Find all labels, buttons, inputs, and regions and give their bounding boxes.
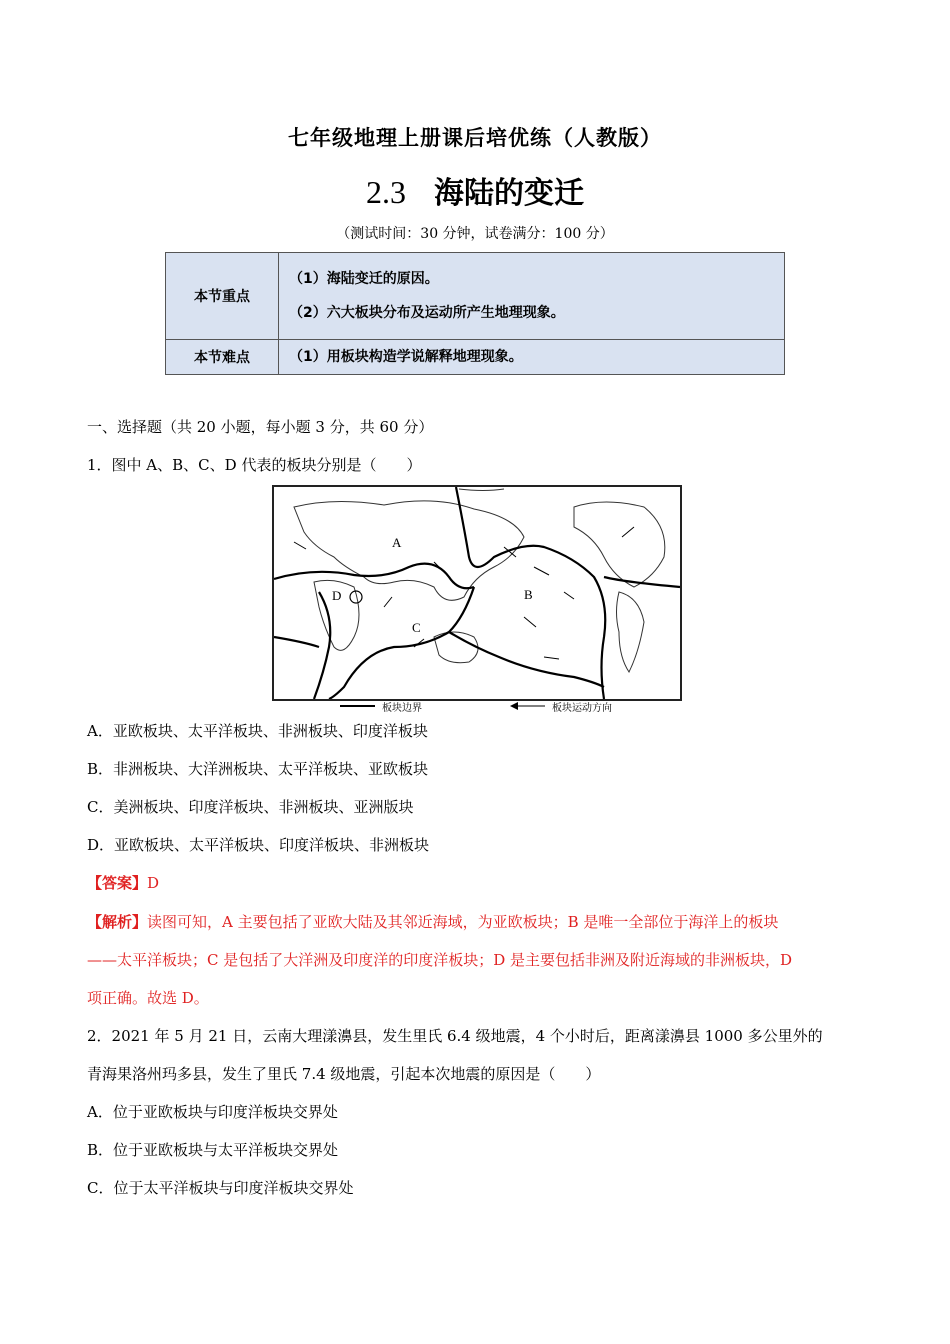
plate-label-b: B [524,587,533,602]
focus-content [279,253,785,340]
difficulty-label: 本节难点 [166,340,279,375]
difficulty-item: （1）用板块构造学说解释地理现象。 [289,349,523,365]
lesson-number: 2.3 [366,174,406,210]
focus-label: 本节重点 [166,253,279,340]
lesson-title [0,168,950,212]
key-points-table [165,252,785,375]
analysis-line-1 [87,910,867,934]
analysis-line-2: ——太平洋板块；C 是包括了大洋洲及印度洋的印度洋板块；D 是主要包括非洲及附近海域的非洲板块，D [87,951,793,969]
plate-label-d: D [332,588,342,603]
plate-map-drawing [274,487,680,699]
question-1-option-d: D．亚欧板块、太平洋板块、印度洋板块、非洲板块 [87,836,430,854]
question-2-option-b: B．位于亚欧板块与太平洋板块交界处 [87,1141,339,1159]
analysis-text: 读图可知，A 主要包括了亚欧大陆及其邻近海域，为亚欧板块；B 是唯一全部位于海洋上的板块 [147,913,779,931]
answer-label: 【答案】 [87,874,148,892]
lesson-name: 海陆的变迁 [434,176,584,211]
section-heading: 一、选择题（共 20 小题，每小题 3 分，共 60 分） [87,418,434,436]
question-2-stem-line-2: 青海果洛州玛多县，发生了里氏 7.4 级地震，引起本次地震的原因是（ ） [87,1065,601,1083]
map-legend [340,699,660,713]
question-1-option-a: A．亚欧板块、太平洋板块、非洲板块、印度洋板块 [87,722,428,740]
continent-outlines [294,489,665,672]
legend-boundary-label: 板块边界 [382,703,422,714]
movement-arrows [294,527,634,659]
question-2-option-a: A．位于亚欧板块与印度洋板块交界处 [87,1103,338,1121]
question-2-stem-line-1: 2．2021 年 5 月 21 日，云南大理漾濞县，发生里氏 6.4 级地震，4 个小时后，距离漾濞县 1000 多公里外的 [87,1027,823,1045]
question-1-stem: 1．图中 A、B、C、D 代表的板块分别是（ ） [87,456,422,474]
plate-map [272,485,682,701]
focus-item: （1）海陆变迁的原因。 [289,271,439,287]
arrow-head-icon [510,702,518,710]
plate-label-c: C [412,620,421,635]
legend-direction-label: 板块运动方向 [552,703,612,714]
focus-item: （2）六大板块分布及运动所产生地理现象。 [289,305,565,321]
answer-line [87,871,867,895]
question-1-option-b: B．非洲板块、大洋洲板块、太平洋板块、亚欧板块 [87,760,429,778]
document-title: 七年级地理上册课后培优练（人教版） [288,126,662,150]
difficulty-content [279,340,785,375]
plate-labels [332,535,533,635]
plate-label-a: A [392,535,402,550]
question-2-option-c: C．位于太平洋板块与印度洋板块交界处 [87,1179,354,1197]
question-1-option-c: C．美洲板块、印度洋板块、非洲板块、亚洲版块 [87,798,414,816]
analysis-label: 【解析】 [87,913,148,931]
analysis-line-3: 项正确。故选 D。 [87,989,209,1007]
test-info: （测试时间：30 分钟，试卷满分：100 分） [336,226,614,242]
answer-value: D [147,874,160,892]
